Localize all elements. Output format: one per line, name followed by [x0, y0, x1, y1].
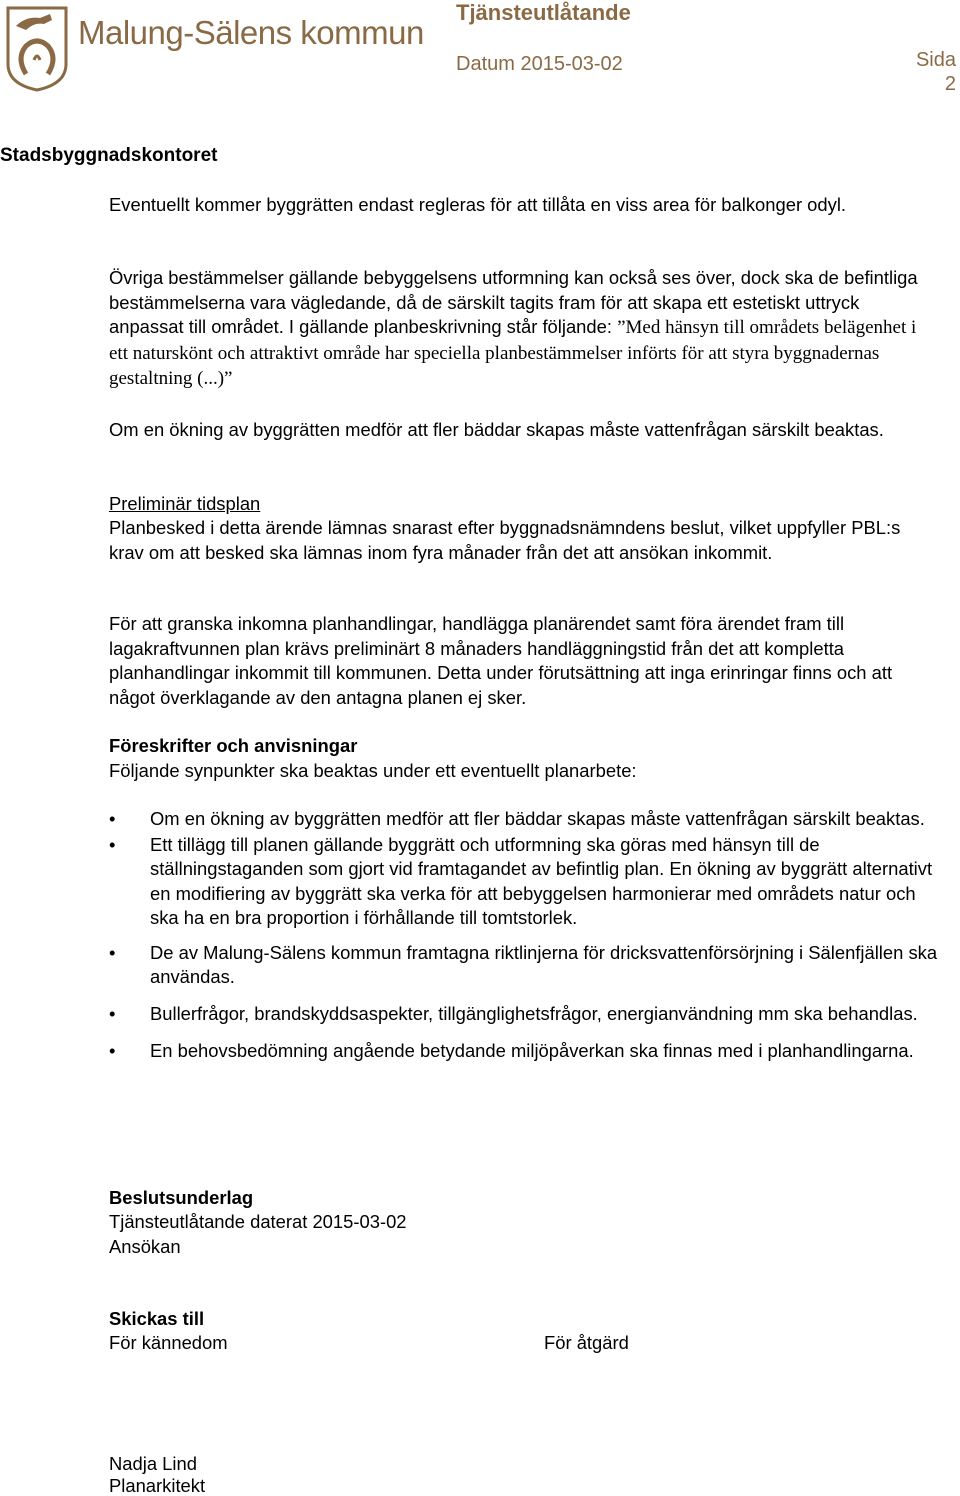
basis-line-application: Ansökan [109, 1236, 181, 1257]
list-item [109, 807, 939, 832]
send-to-for-info: För kännedom [109, 1332, 228, 1353]
regulations-heading: Föreskrifter och anvisningar [109, 735, 358, 756]
list-item-text: Bullerfrågor, brandskyddsaspekter, tillgänglighetsfrågor, energianvändning mm ska behandlas. [150, 1002, 918, 1024]
list-item-text: Ett tillägg till planen gällande byggrätt och utformning ska göras med hänsyn till de ställningstaganden som gjort vid framtagandet av befintlig plan. En ökning av byggrätt alternativt en modifiering av byggrätt ska verka för att bebyggelsen harmonierar med områdets natur och ska ha en bra proportion i förhållande till tomtstorlek. [150, 833, 933, 928]
paragraph-water-question: Om en ökning av byggrätten medför att fler bäddar skapas måste vattenfrågan särskilt beaktas. [109, 419, 884, 440]
page-indicator [916, 48, 956, 96]
send-to-for-action: För åtgärd [544, 1332, 629, 1353]
paragraph-processing-time: För att granska inkomna planhandlingar, handlägga planärendet samt föra ärendet fram till lagakraftvunnen plan krävs preliminärt 8 månaders handläggningstid från det att kompletta planhandlingar inkommit till kommunen. Detta under förutsättning att inga erinringar finns och att något överklagande av den antagna planen ej sker. [109, 613, 893, 708]
list-item [109, 941, 939, 990]
regulations-list [109, 807, 939, 1064]
list-item-text: En behovsbedömning angående betydande miljöpåverkan ska finnas med i planhandlingarna. [150, 1040, 914, 1061]
bullet-icon: • [109, 1040, 116, 1061]
municipality-crest-icon [4, 4, 70, 92]
page-number: 2 [944, 73, 956, 95]
list-item-text: Om en ökning av byggrätten medför att fler bäddar skapas måste vattenfrågan särskilt beaktas. [150, 808, 925, 829]
org-name: Malung-Sälens kommun [78, 14, 424, 51]
paragraph-design-rules-text: Övriga bestämmelser gällande bebyggelsens utformning kan också ses över, dock ska de befintliga bestämmelserna vara vägledande, då de särskilt tagits fram för att skapa ett estetiskt uttryck anpassat till området. I gällande planbeskrivning står följande: [109, 267, 918, 337]
bullet-icon: • [109, 1002, 116, 1024]
list-item-text: De av Malung-Sälens kommun framtagna riktlinjerna för dricksvattenförsörjning i Sälenfjällen ska användas. [150, 941, 938, 987]
list-item [109, 1002, 939, 1027]
document-date: Datum 2015-03-02 [456, 53, 623, 75]
regulations-intro: Följande synpunkter ska beaktas under ett eventuellt planarbete: [109, 760, 637, 781]
basis-heading: Beslutsunderlag [109, 1187, 254, 1208]
paragraph-design-rules [109, 266, 939, 392]
basis-line-report: Tjänsteutlåtande daterat 2015-03-02 [109, 1211, 407, 1232]
signature-name: Nadja Lind [109, 1453, 197, 1474]
paragraph-building-rights: Eventuellt kommer byggrätten endast regleras för att tillåta en viss area för balkonger odyl. [109, 194, 847, 215]
bullet-icon: • [109, 941, 116, 963]
signature-title: Planarkitekt [109, 1475, 206, 1496]
paragraph-timeline: Planbesked i detta ärende lämnas snarast efter byggnadsnämndens beslut, vilket uppfyller PBL:s krav om att besked ska lämnas inom fyra månader från det att ansökan inkommit. [109, 517, 901, 563]
bullet-icon: • [109, 833, 116, 855]
list-item [109, 1039, 939, 1064]
page-label: Sida [915, 49, 956, 71]
department-name: Stadsbyggnadskontoret [0, 145, 218, 166]
timeline-heading: Preliminär tidsplan [109, 493, 261, 514]
document-type: Tjänsteutlåtande [456, 0, 631, 25]
plan-description-quote: ”Med hänsyn till områdets belägenhet i ett naturskönt och attraktivt område har speciella planbestämmelser införts för att styra byggnadernas gestaltning (...)” [109, 317, 917, 389]
bullet-icon: • [109, 808, 116, 829]
list-item [109, 833, 939, 931]
send-to-heading: Skickas till [109, 1308, 205, 1329]
